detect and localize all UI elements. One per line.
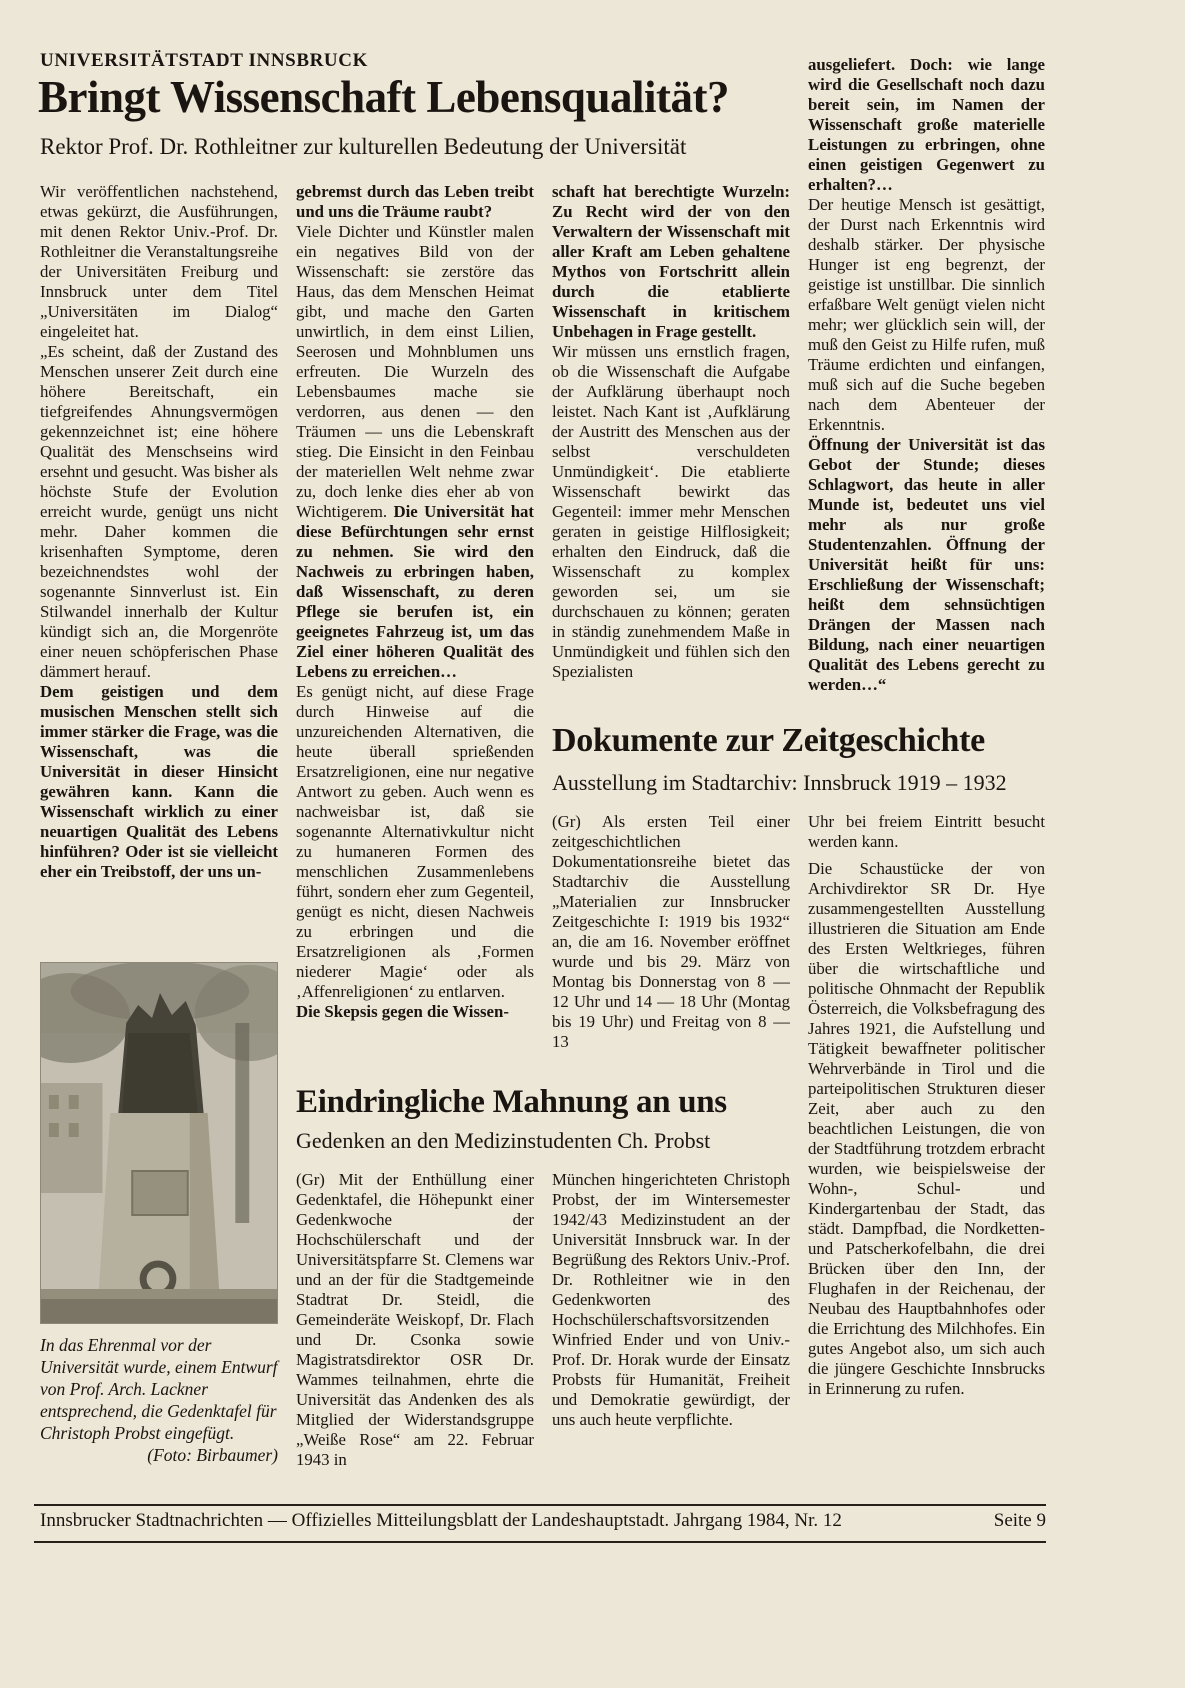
article1-col1-p3: Dem geistigen und dem musischen Menschen stellt sich immer stärker die Frage, was die Wissenschaft, was die Universität in dieser Hinsicht gewähren kann. Kann die Wissenschaft wirklich zu einer neuartigen Qualität des Lebens hinführen? Oder ist sie vielleicht eher ein Treibstoff, der uns un- <box>40 682 278 881</box>
article2-headline: Dokumente zur Zeitgeschichte <box>552 722 985 759</box>
article3-subhead: Gedenken an den Medizinstudenten Ch. Probst <box>296 1128 711 1153</box>
photo-caption <box>40 1334 278 1466</box>
article1-col1-p2: „Es scheint, daß der Zustand des Menschen unserer Zeit durch eine höhere Bereitschaft, ein tiefgreifendes Ahnungsvermögen gekennzeichnet ist; eine höhere Qualität des Menschseins wird ersehnt und gesucht. Was bisher als höchste Stufe der Evolution erreicht wurde, genügt uns nicht mehr. Daher kommen die krisenhaften Symptome, deren bezeichnendstes wohl der sogenannte Sinnverlust ist. Ein Stilwandel innerhalb der Kultur kündigt sich an, die Morgenröte einer neuen schöpferischen Phase dämmert herauf. <box>40 342 278 681</box>
monument-photo-image <box>41 963 277 1323</box>
article2-col1-text: (Gr) Als ersten Teil einer zeitgeschichtlichen Dokumentationsreihe bietet das Stadtarchiv die Ausstellung „Materialien zur Innsbrucker Zeitgeschichte I: 1919 bis 1932“ an, die am 16. November eröffnet wurde und bis 29. März von Montag bis Donnerstag von 8 — 12 Uhr und 14 — 18 Uhr (Montag bis 19 Uhr) und Freitag von 8 — 13 <box>552 812 790 1051</box>
article3-headline: Eindringliche Mahnung an uns <box>296 1084 727 1120</box>
footer-page-number: Seite 9 <box>993 1510 1046 1531</box>
article3-column-2 <box>552 1170 790 1502</box>
article1-col2-run2: Viele Dichter und Künstler malen ein negatives Bild von der Wissenschaft: sie zerstöre das Haus, das dem Menschen Heimat gibt, und mache den Garten unwirtlich, in dem einst Lilien, Seerosen und Mohnblumen uns erfreuten. Die Wurzeln des Lebensbaumes mache sie verdorren, aus denen — den Träumen — uns die Lebenskraft stieg. Die Einsicht in den Feinbau der materiellen Welt nehme zwar zu, doch lenke dies eher ab von Wichtigerem. <box>296 222 534 521</box>
article1-column-1 <box>40 182 278 954</box>
article1-col4-run3: Öffnung der Universität ist das Gebot der Stunde; dieses Schlagwort, das heute in aller Munde ist, bedeutet uns viel mehr als nur große Studentenzahlen. Öffnung der Universität heißt für uns: Erschließung der Wissenschaft; heißt dem sehnsüchtigen Drängen der Massen nach Bildung, nach einer neuartigen Qualität des Lebens gerecht zu werden…“ <box>808 435 1045 694</box>
article1-col2-run3: Die Universität hat diese Befürchtungen sehr ernst zu nehmen. Sie wird den Nachweis zu erbringen haben, daß Wissenschaft, zu deren Pflege sie berufen ist, ein geeignetes Fahrzeug ist, um das Ziel einer höheren Qualität des Lebens zu erreichen… <box>296 502 534 681</box>
monument-photo <box>40 962 278 1324</box>
footer-rule-top <box>34 1504 1046 1506</box>
article1-col2-run1: gebremst durch das Leben treibt und uns die Träume raubt? <box>296 182 534 221</box>
article3-col1-text: (Gr) Mit der Enthüllung einer Gedenktafel, die Höhepunkt einer Gedenkwoche der Hochschülerschaft und der Universitätspfarre St. Clemens war und an der für die Stadtgemeinde Stadtrat Dr. Steidl, die Gemeinderäte Weiskopf, Dr. Flach und Dr. Csonka sowie Magistratsdirektor OSR Dr. Wammes teilnahmen, ehrte die Universität das Andenken des als Mitglied der Widerstandsgruppe „Weiße Rose“ am 22. Februar 1943 in <box>296 1170 534 1469</box>
kicker: UNIVERSITÄTSTADT INNSBRUCK <box>40 50 368 71</box>
article1-column-3 <box>552 182 790 718</box>
photo-caption-text: In das Ehrenmal vor der Universität wurde, einem Entwurf von Prof. Arch. Lackner entsprechend, die Gedenktafel für Christoph Probst eingefügt. <box>40 1335 278 1443</box>
article1-col3-run1: schaft hat berechtigte Wurzeln: Zu Recht wird der von den Verwaltern der Wissenschaft mit aller Kraft am Leben gehaltene Mythos von Fortschritt allein durch die etablierte Wissenschaft in kritischem Unbehagen in Frage gestellt. <box>552 182 790 341</box>
photo-credit: (Foto: Birbaumer) <box>147 1445 278 1465</box>
article2-subhead: Ausstellung im Stadtarchiv: Innsbruck 1919 – 1932 <box>552 770 1007 795</box>
article2-col2-p2: Die Schaustücke der von Archivdirektor SR Dr. Hye zusammengestellten Ausstellung illustrieren die Situation am Ende des Ersten Weltkrieges, führen über die wirtschaftliche und politische Ohnmacht der Republik Österreich, die Volksbefragung des Jahres 1921, die Aufstellung und Tätigkeit bewaffneter politischer Wehrverbände in Tirol und die parteipolitischen Strukturen dieser Zeit, aber auch zu den beachtlichen Leistungen, die von der Stadtführung trotzdem erbracht wurden, wie beispielsweise der Wohn-, Schul- und Kindergartenbau der Stadt, das städt. Dampfbad, die Nordketten- und Patscherkofelbahn, die drei Brücken über den Inn, der Flughafen in der Reichenau, der Neubau des Hauptbahnhofes oder die Errichtung des Milchhofes. Ein gutes Angebot also, um sich auch die jüngere Geschichte Innsbrucks in Erinnerung zu rufen. <box>808 859 1045 1398</box>
article2-column-1 <box>552 812 790 1074</box>
article1-subhead: Rektor Prof. Dr. Rothleitner zur kulturellen Bedeutung der Universität <box>40 134 687 159</box>
footer-left: Innsbrucker Stadtnachrichten — Offizielles Mitteilungsblatt der Landeshauptstadt. Jahrgang 1984, Nr. 12 <box>40 1510 842 1531</box>
article1-headline: Bringt Wissenschaft Lebensqualität? <box>38 72 729 122</box>
article3-col2-text: München hingerichteten Christoph Probst, der im Wintersemester 1942/43 Medizinstudent an der Universität Innsbruck war. In der Begrüßung des Rektors Univ.-Prof. Dr. Rothleitner wie in den Gedenkworten des Hochschülerschaftsvorsitzenden Winfried Ender und von Univ.-Prof. Dr. Horak wurde der Einsatz Probsts für Humanität, Freiheit und Demokratie gewürdigt, der uns auch heute verpflichte. <box>552 1170 790 1429</box>
article1-col1-p1: Wir veröffentlichen nachstehend, etwas gekürzt, die Ausführungen, mit denen Rektor Univ.-Prof. Dr. Rothleitner die Veranstaltungsreihe der Universitäten Freiburg und Innsbruck unter dem Titel „Universitäten im Dialog“ eingeleitet hat. <box>40 182 278 341</box>
article2-col2-p1: Uhr bei freiem Eintritt besucht werden kann. <box>808 812 1045 851</box>
article1-column-4 <box>808 55 1045 717</box>
article1-col4-run2: Der heutige Mensch ist gesättigt, der Durst nach Erkenntnis wird deshalb stärker. Der physische Hunger ist eng begrenzt, der geistige ist unstillbar. Die sinnlich erfaßbare Welt genügt vielen nicht mehr; wer glücklich sein will, der muß den Geist zu Hilfe rufen, muß Träume erdichten und einfangen, muß sich auf die Suche begeben nach dem Abenteuer der Erkenntnis. <box>808 195 1045 434</box>
article1-col2-run5: Die Skepsis gegen die Wissen- <box>296 1002 509 1021</box>
article2-column-2 <box>808 812 1045 1504</box>
article1-column-2 <box>296 182 534 1062</box>
footer-rule-bottom <box>34 1541 1046 1543</box>
article1-col4-run1: ausgeliefert. Doch: wie lange wird die Gesellschaft noch dazu bereit sein, im Namen der Wissenschaft große materielle Leistungen zu erbringen, ohne einen geistigen Gegenwert zu erhalten?… <box>808 55 1045 194</box>
article1-col2-run2-3 <box>296 222 534 682</box>
article1-col3-run2: Wir müssen uns ernstlich fragen, ob die Wissenschaft die Aufgabe der Aufklärung überhaupt noch leistet. Nach Kant ist ‚Aufklärung der Austritt des Menschen aus der selbst verschuldeten Unmündigkeit‘. Die etablierte Wissenschaft bewirkt das Gegenteil: immer mehr Menschen geraten in geistige Hilflosigkeit; erhalten den Eindruck, daß die Wissenschaft zu komplex geworden sei, um sie durchschauen zu können; geraten in ständig zunehmendem Maße in Unmündigkeit und fühlen sich den Spezialisten <box>552 342 790 681</box>
footer <box>40 1510 1046 1532</box>
article3-column-1 <box>296 1170 534 1502</box>
article1-col2-run4: Es genügt nicht, auf diese Frage durch Hinweise auf die unzureichenden Alternativen, die heute überall sprießenden Ersatzreligionen, eine nur negative Antwort zu geben. Auch wenn es nachweisbar ist, daß sie sogenannte Alternativkultur nicht zu humaneren Formen des menschlichen Zusammenlebens führt, sondern eher zum Gegenteil, genügt es nicht, diesen Nachweis zu erbringen und die Ersatzreligionen als ‚Formen niederer Magie‘ oder als ‚Affenreligionen‘ zu entlarven. <box>296 682 534 1001</box>
